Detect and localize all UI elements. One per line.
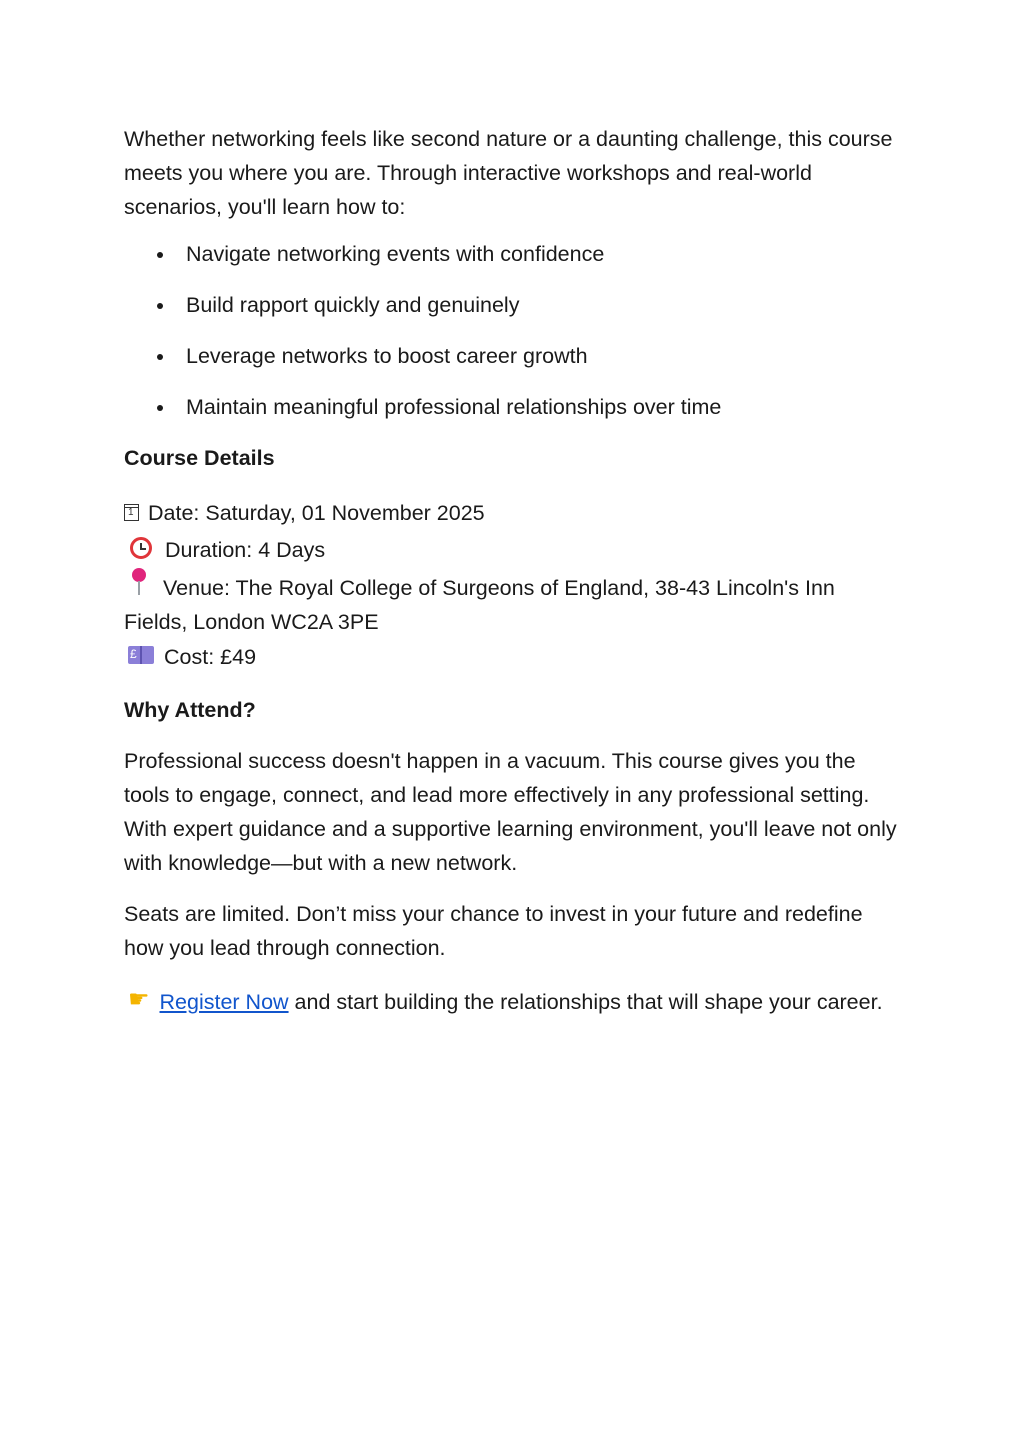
call-to-action [124,985,899,1019]
cost-text: Cost: £49 [164,645,257,669]
bullet-icon [157,405,163,411]
register-now-link[interactable]: Register Now [159,990,289,1014]
date-text: Date: Saturday, 01 November 2025 [148,501,485,525]
calendar-icon [124,504,139,521]
course-details [124,495,899,676]
list-item: Leverage networks to boost career growth [124,339,899,373]
round-pushpin-icon [129,568,149,598]
document-page [124,122,899,1019]
venue-text: Venue: The Royal College of Surgeons of England, 38-43 Lincoln's Inn Fields, London WC2A 3PE [124,576,835,634]
duration-text: Duration: 4 Days [165,538,326,562]
course-details-heading: Course Details [124,446,275,470]
why-attend-heading: Why Attend? [124,698,256,722]
pointing-hand-icon: ☛ [128,986,150,1014]
bullet-icon [157,252,163,258]
date-line [124,495,899,532]
cost-line [124,639,899,676]
venue-line [124,571,899,639]
bullet-icon [157,303,163,309]
intro-paragraph: Whether networking feels like second nature or a daunting challenge, this course meets you where you are. Through interactive workshops and real-world scenarios, you'll learn how to: [124,127,893,219]
bullet-icon [157,354,163,360]
duration-line [124,532,899,569]
pound-banknote-icon [128,646,154,664]
list-item: Build rapport quickly and genuinely [124,288,899,322]
why-attend-paragraph: Professional success doesn't happen in a vacuum. This course gives you the tools to engage, connect, and lead more effectively in any professional setting. With expert guidance and a supportive learning environment, you'll leave not only with knowledge—but with a new network. [124,749,897,875]
skills-list [124,237,899,424]
alarm-clock-icon [130,537,152,559]
cta-text: and start building the relationships that will shape your career. [288,990,883,1014]
seats-paragraph: Seats are limited. Don’t miss your chance to invest in your future and redefine how you lead through connection. [124,902,863,960]
list-item: Maintain meaningful professional relationships over time [124,390,899,424]
list-item: Navigate networking events with confidence [124,237,899,271]
